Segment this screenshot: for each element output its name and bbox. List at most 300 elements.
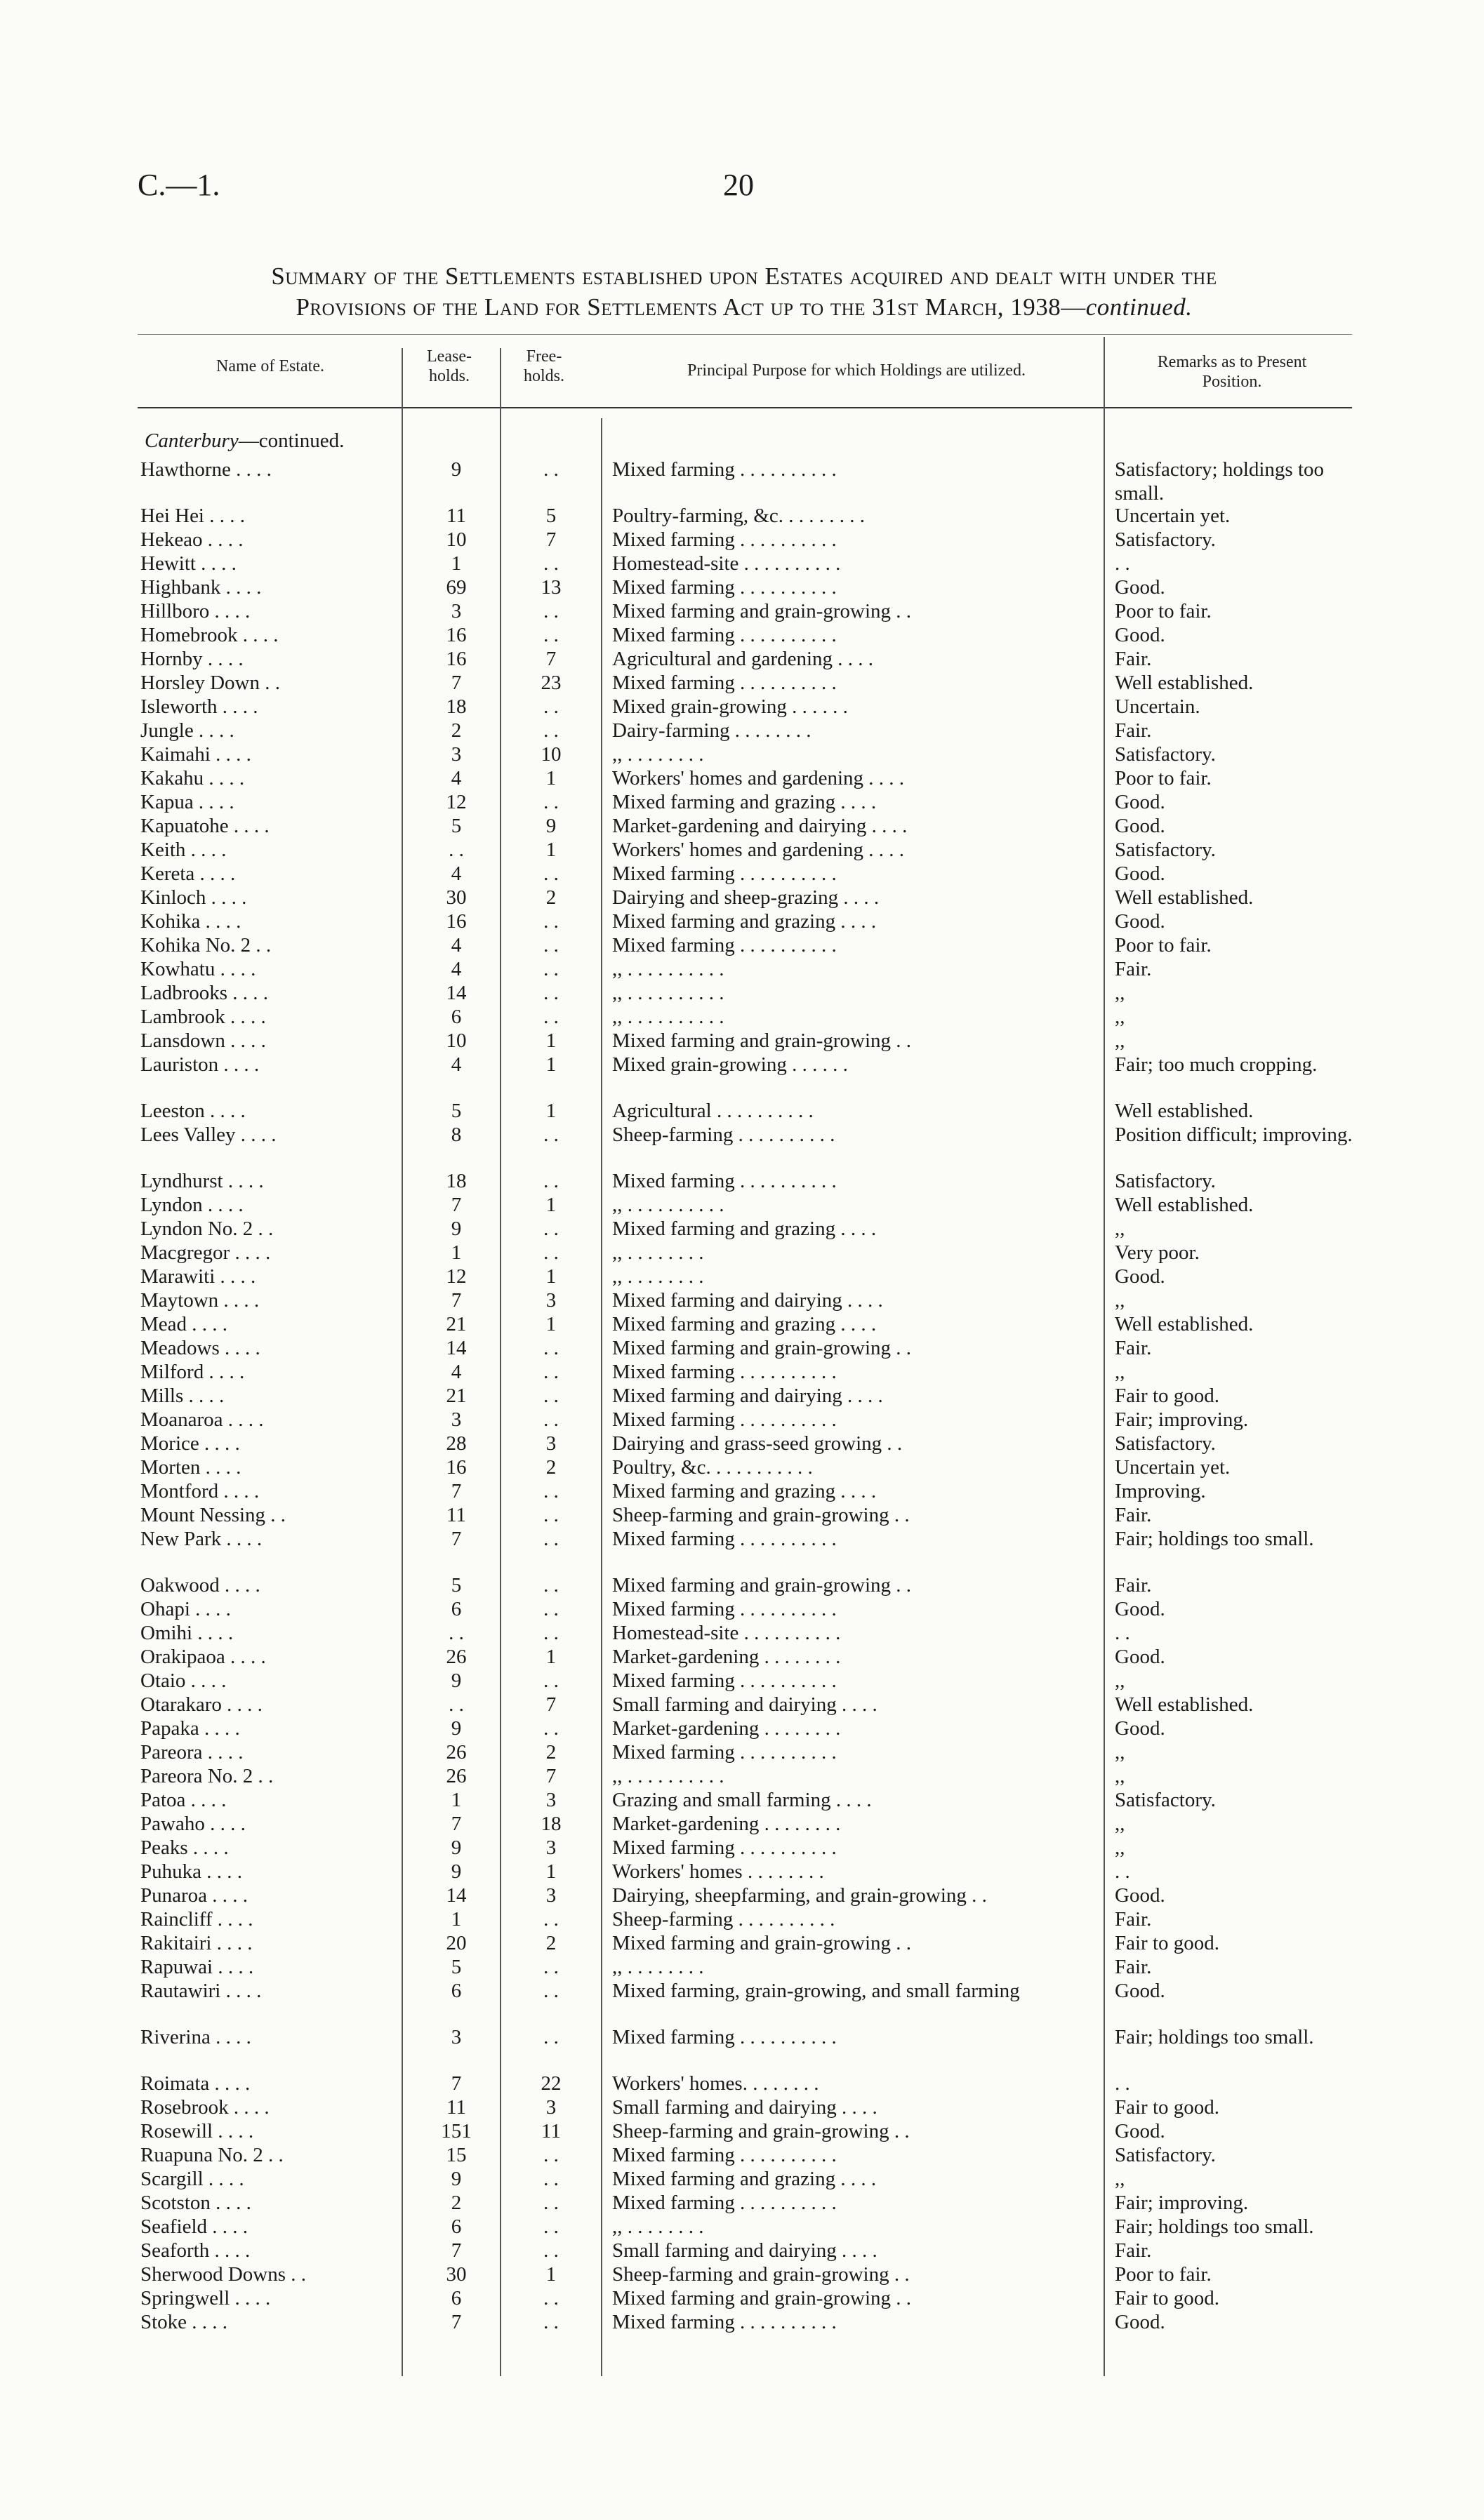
leaseholds-count: 7 <box>451 2239 462 2262</box>
leaseholds-count: 26 <box>446 1741 467 1764</box>
freeholds-count: . . <box>543 2215 559 2238</box>
estate-name: Kapua . . . . <box>140 791 234 813</box>
remarks: Fair. <box>1115 2239 1152 2262</box>
estate-name: Hornby . . . . <box>140 648 244 670</box>
freeholds-count: . . <box>543 2239 559 2262</box>
freeholds-count: 7 <box>545 1765 557 1787</box>
remarks: Good. <box>1115 791 1165 813</box>
principal-purpose: Small farming and dairying . . . . <box>612 1693 877 1716</box>
estate-name: Keith . . . . <box>140 839 227 861</box>
leaseholds-count: 7 <box>451 1813 462 1835</box>
freeholds-label-1: Free- <box>526 347 562 366</box>
table-row <box>0 1455 1484 1479</box>
estate-name: Rapuwai . . . . <box>140 1956 254 1978</box>
remarks: Satisfactory. <box>1115 743 1216 766</box>
principal-purpose: Mixed farming . . . . . . . . . . <box>612 2144 837 2166</box>
estate-name: Stoke . . . . <box>140 2311 228 2333</box>
table-row <box>0 1979 1484 2003</box>
freeholds-count: 18 <box>541 1813 562 1835</box>
leaseholds-count: 9 <box>451 2168 462 2190</box>
leaseholds-count: 14 <box>446 982 467 1004</box>
estate-name: Milford . . . . <box>140 1361 245 1383</box>
leaseholds-count: 7 <box>451 1194 462 1216</box>
leaseholds-count: 4 <box>451 1361 462 1383</box>
leaseholds-count: 7 <box>451 1289 462 1312</box>
table-row <box>0 599 1484 623</box>
table-row <box>0 2239 1484 2262</box>
estate-name: Punaroa . . . . <box>140 1884 249 1907</box>
table-row <box>0 1503 1484 1527</box>
estate-name: Scotston . . . . <box>140 2192 251 2214</box>
table-row <box>0 1432 1484 1455</box>
leaseholds-count: 8 <box>451 1124 462 1146</box>
estate-name: Kaimahi . . . . <box>140 743 251 766</box>
leaseholds-count: 6 <box>451 2215 462 2238</box>
principal-purpose: Mixed farming and grain-growing . . <box>612 1029 912 1052</box>
leaseholds-count: 4 <box>451 958 462 980</box>
remarks: Satisfactory. <box>1115 839 1216 861</box>
leaseholds-count: 6 <box>451 2287 462 2309</box>
estate-name: Lees Valley . . . . <box>140 1124 277 1146</box>
estate-name: Maytown . . . . <box>140 1289 260 1312</box>
leaseholds-count: . . <box>449 839 464 861</box>
table-row <box>0 1005 1484 1029</box>
table-row <box>0 1479 1484 1503</box>
freeholds-count: 3 <box>545 1789 557 1811</box>
freeholds-count: 10 <box>541 743 562 766</box>
estate-name: Mead . . . . <box>140 1313 228 1335</box>
estate-name: Hillboro . . . . <box>140 600 251 622</box>
freeholds-label-2: holds. <box>523 367 564 385</box>
remarks: Good. <box>1115 815 1165 837</box>
remarks: Fair. <box>1115 1574 1152 1596</box>
remarks: Poor to fair. <box>1115 767 1212 789</box>
table-row <box>0 1955 1484 1979</box>
remarks: Good. <box>1115 2120 1165 2142</box>
remarks: Satisfactory. <box>1115 528 1216 551</box>
freeholds-count: 7 <box>545 648 557 670</box>
principal-purpose: Mixed farming and grain-growing . . <box>612 2287 912 2309</box>
leaseholds-count: 1 <box>451 552 462 575</box>
table-row <box>0 1288 1484 1312</box>
principal-purpose: Market-gardening . . . . . . . . <box>612 1717 841 1740</box>
leaseholds-count: 11 <box>446 505 466 527</box>
estate-name: Horsley Down . . <box>140 672 280 694</box>
table-row <box>0 1336 1484 1360</box>
principal-purpose: Mixed farming . . . . . . . . . . <box>612 528 837 551</box>
estate-name: Hekeao . . . . <box>140 528 244 551</box>
principal-purpose: ,, . . . . . . . . <box>612 2215 704 2238</box>
freeholds-count: 2 <box>545 1932 557 1954</box>
remarks: Fair. <box>1115 719 1152 742</box>
remarks: ,, <box>1115 982 1125 1004</box>
leaseholds-count: 7 <box>451 2311 462 2333</box>
estate-name: Lauriston . . . . <box>140 1053 260 1076</box>
freeholds-count: . . <box>543 910 559 933</box>
leaseholds-count: 14 <box>446 1884 467 1907</box>
freeholds-count: 1 <box>545 1029 557 1052</box>
freeholds-count: . . <box>543 2168 559 2190</box>
table-row <box>0 1265 1484 1288</box>
freeholds-count: 2 <box>545 1741 557 1764</box>
estate-name: Omihi . . . . <box>140 1622 234 1644</box>
principal-purpose: Mixed farming . . . . . . . . . . <box>612 934 837 956</box>
estate-name: Ruapuna No. 2 . . <box>140 2144 284 2166</box>
principal-purpose: Sheep-farming and grain-growing . . <box>612 2120 910 2142</box>
remarks: Fair; improving. <box>1115 2192 1249 2214</box>
freeholds-count: . . <box>543 2287 559 2309</box>
estate-name: Kereta . . . . <box>140 862 236 885</box>
freeholds-count: 1 <box>545 1194 557 1216</box>
estate-name: Otarakaro . . . . <box>140 1693 263 1716</box>
leaseholds-count: 21 <box>446 1385 467 1407</box>
freeholds-count: . . <box>543 958 559 980</box>
leaseholds-count: 3 <box>451 2026 462 2048</box>
leaseholds-count: . . <box>449 1693 464 1716</box>
leaseholds-count: 4 <box>451 1053 462 1076</box>
remarks: Satisfactory. <box>1115 1170 1216 1192</box>
table-row <box>0 695 1484 719</box>
estate-name: Mount Nessing . . <box>140 1504 286 1526</box>
estate-name: Springwell . . . . <box>140 2287 271 2309</box>
principal-purpose: Mixed farming, grain-growing, and small farming <box>612 1980 1020 2002</box>
table-row <box>0 1764 1484 1788</box>
leaseholds-count: 26 <box>446 1646 467 1668</box>
table-row <box>0 1788 1484 1812</box>
freeholds-count: . . <box>543 2192 559 2214</box>
principal-purpose: Mixed farming . . . . . . . . . . <box>612 1408 837 1431</box>
table-row <box>0 909 1484 933</box>
leaseholds-count: 5 <box>451 815 462 837</box>
estate-name: Leeston . . . . <box>140 1100 246 1122</box>
table-row <box>0 1029 1484 1053</box>
estate-name: Scargill . . . . <box>140 2168 244 2190</box>
freeholds-count: . . <box>543 1361 559 1383</box>
table-row <box>0 1217 1484 1241</box>
table-row <box>0 1836 1484 1860</box>
remarks: Satisfactory. <box>1115 1789 1216 1811</box>
remarks: Fair; improving. <box>1115 1408 1249 1431</box>
freeholds-count: 1 <box>545 1313 557 1335</box>
freeholds-count: . . <box>543 934 559 956</box>
table-row <box>0 957 1484 981</box>
remarks: Good. <box>1115 2311 1165 2333</box>
estate-name: Hewitt . . . . <box>140 552 237 575</box>
remarks: ,, <box>1115 1836 1125 1859</box>
freeholds-count: 22 <box>541 2072 562 2095</box>
principal-purpose: Sheep-farming . . . . . . . . . . <box>612 1124 835 1146</box>
freeholds-count: . . <box>543 1528 559 1550</box>
leaseholds-count: 21 <box>446 1313 467 1335</box>
estate-name: Kowhatu . . . . <box>140 958 256 980</box>
remarks: Poor to fair. <box>1115 934 1212 956</box>
freeholds-count: 1 <box>545 1265 557 1288</box>
freeholds-count: 3 <box>545 1432 557 1455</box>
principal-purpose: Mixed farming . . . . . . . . . . <box>612 1170 837 1192</box>
remarks: Poor to fair. <box>1115 600 1212 622</box>
leaseholds-count: 4 <box>451 767 462 789</box>
remarks: . . <box>1115 2072 1130 2095</box>
freeholds-count: 23 <box>541 672 562 694</box>
remarks: Good. <box>1115 1598 1165 1620</box>
table-row <box>0 2286 1484 2310</box>
freeholds-count: . . <box>543 624 559 646</box>
principal-purpose: Dairying and sheep-grazing . . . . <box>612 886 880 909</box>
table-row <box>0 838 1484 862</box>
estate-name: Roimata . . . . <box>140 2072 251 2095</box>
table-row <box>0 1716 1484 1740</box>
freeholds-count: 1 <box>545 1860 557 1883</box>
estate-name: Meadows . . . . <box>140 1337 260 1359</box>
remarks: Well established. <box>1115 1693 1254 1716</box>
remarks: Fair. <box>1115 648 1152 670</box>
leaseholds-count: 20 <box>446 1932 467 1954</box>
remarks: Fair; too much cropping. <box>1115 1053 1318 1076</box>
freeholds-count: 1 <box>545 1053 557 1076</box>
leaseholds-count: 3 <box>451 1408 462 1431</box>
principal-purpose: Mixed farming and grazing . . . . <box>612 910 877 933</box>
principal-purpose: Agricultural and gardening . . . . <box>612 648 874 670</box>
table-row <box>0 790 1484 814</box>
leaseholds-count: 30 <box>446 886 467 909</box>
leaseholds-count: 5 <box>451 1574 462 1596</box>
estate-name: Rosebrook . . . . <box>140 2096 270 2119</box>
remarks: ,, <box>1115 1289 1125 1312</box>
principal-purpose: Mixed farming . . . . . . . . . . <box>612 862 837 885</box>
remarks: Fair. <box>1115 958 1152 980</box>
principal-purpose: Mixed grain-growing . . . . . . <box>612 1053 848 1076</box>
table-row <box>0 528 1484 552</box>
table-row <box>0 1408 1484 1432</box>
leaseholds-count: 5 <box>451 1956 462 1978</box>
remarks: Very poor. <box>1115 1241 1200 1264</box>
principal-purpose: Workers' homes . . . . . . . . <box>612 1860 824 1883</box>
table-row <box>0 575 1484 599</box>
remarks: Well established. <box>1115 1313 1254 1335</box>
table-row <box>0 1669 1484 1693</box>
principal-purpose: Homestead-site . . . . . . . . . . <box>612 1622 841 1644</box>
principal-purpose: Mixed farming and grazing . . . . <box>612 791 877 813</box>
leaseholds-count: 12 <box>446 791 467 813</box>
table-row <box>0 1860 1484 1884</box>
remarks: Uncertain yet. <box>1115 1456 1231 1479</box>
principal-purpose: ,, . . . . . . . . . . <box>612 1765 724 1787</box>
freeholds-count: . . <box>543 1124 559 1146</box>
principal-purpose: ,, . . . . . . . . <box>612 1241 704 1264</box>
table-row <box>0 886 1484 909</box>
principal-purpose: Mixed grain-growing . . . . . . <box>612 695 848 718</box>
principal-purpose: ,, . . . . . . . . <box>612 1956 704 1978</box>
principal-purpose: Mixed farming and grain-growing . . <box>612 1932 912 1954</box>
leaseholds-count: 1 <box>451 1241 462 1264</box>
leaseholds-count: 30 <box>446 2263 467 2286</box>
estate-name: Morice . . . . <box>140 1432 240 1455</box>
principal-purpose: Mixed farming and grazing . . . . <box>612 1313 877 1335</box>
remarks: Satisfactory. <box>1115 2144 1216 2166</box>
principal-purpose: Mixed farming . . . . . . . . . . <box>612 1741 837 1764</box>
table-row <box>0 2167 1484 2191</box>
estate-name: Macgregor . . . . <box>140 1241 271 1264</box>
page-number: 20 <box>723 168 754 202</box>
principal-purpose: ,, . . . . . . . . . . <box>612 958 724 980</box>
table-row <box>0 719 1484 742</box>
principal-purpose: Mixed farming and dairying . . . . <box>612 1289 883 1312</box>
freeholds-count: . . <box>543 1006 559 1028</box>
freeholds-count: 1 <box>545 1646 557 1668</box>
estate-name: Otaio . . . . <box>140 1669 227 1692</box>
table-row <box>0 504 1484 528</box>
estate-name: Kohika . . . . <box>140 910 241 933</box>
remarks: Fair to good. <box>1115 2096 1220 2119</box>
remarks: . . <box>1115 1860 1130 1883</box>
leaseholds-count: 16 <box>446 624 467 646</box>
freeholds-count: 9 <box>545 815 557 837</box>
principal-purpose: Mixed farming . . . . . . . . . . <box>612 576 837 599</box>
freeholds-count: . . <box>543 982 559 1004</box>
leaseholds-count: 12 <box>446 1265 467 1288</box>
freeholds-count: . . <box>543 600 559 622</box>
principal-purpose: Mixed farming and grazing . . . . <box>612 1480 877 1502</box>
leaseholds-count: 16 <box>446 648 467 670</box>
remarks: ,, <box>1115 1029 1125 1052</box>
estate-name: Papaka . . . . <box>140 1717 240 1740</box>
freeholds-count: 11 <box>541 2120 561 2142</box>
table-row <box>0 981 1484 1005</box>
remarks: Satisfactory; holdings too small. <box>1115 458 1325 505</box>
remarks: ,, <box>1115 1765 1125 1787</box>
principal-purpose: ,, . . . . . . . . . . <box>612 982 724 1004</box>
remarks: Good. <box>1115 1717 1165 1740</box>
principal-purpose: Homestead-site . . . . . . . . . . <box>612 552 841 575</box>
table-row <box>0 2119 1484 2143</box>
title-continued: continued. <box>1085 293 1193 321</box>
principal-purpose: Dairying, sheepfarming, and grain-growing . . <box>612 1884 987 1907</box>
table-row <box>0 1193 1484 1217</box>
remarks: Well established. <box>1115 1194 1254 1216</box>
principal-purpose: Sheep-farming and grain-growing . . <box>612 1504 910 1526</box>
estate-name: Sherwood Downs . . <box>140 2263 307 2286</box>
principal-purpose: ,, . . . . . . . . . . <box>612 1194 724 1216</box>
freeholds-count: . . <box>543 1385 559 1407</box>
leaseholds-count: 3 <box>451 743 462 766</box>
table-row <box>0 1573 1484 1597</box>
freeholds-count: . . <box>543 1337 559 1359</box>
freeholds-count: 1 <box>545 767 557 789</box>
leaseholds-count: 7 <box>451 1528 462 1550</box>
column-header-purpose: Principal Purpose for which Holdings are utilized. <box>687 361 1026 380</box>
estate-name: Seafield . . . . <box>140 2215 249 2238</box>
leaseholds-count: 69 <box>446 576 467 599</box>
remarks: ,, <box>1115 1361 1125 1383</box>
estate-name: Lyndon No. 2 . . <box>140 1218 274 1240</box>
table-row <box>0 2191 1484 2215</box>
table-row <box>0 1812 1484 1836</box>
freeholds-count: . . <box>543 2144 559 2166</box>
table-row <box>0 1693 1484 1716</box>
freeholds-count: 13 <box>541 576 562 599</box>
freeholds-count: . . <box>543 1908 559 1931</box>
estate-name: Kinloch . . . . <box>140 886 247 909</box>
freeholds-count: 2 <box>545 1456 557 1479</box>
table-row <box>0 1360 1484 1384</box>
freeholds-count: . . <box>543 695 559 718</box>
table-row <box>0 2025 1484 2049</box>
column-header-name: Name of Estate. <box>216 357 324 375</box>
leaseholds-count: 9 <box>451 1836 462 1859</box>
leaseholds-count: 4 <box>451 934 462 956</box>
remarks: ,, <box>1115 1669 1125 1692</box>
leaseholds-count: 9 <box>451 1218 462 1240</box>
estate-name: Rosewill . . . . <box>140 2120 254 2142</box>
leaseholds-count: 9 <box>451 1669 462 1692</box>
principal-purpose: Mixed farming . . . . . . . . . . <box>612 2026 837 2048</box>
principal-purpose: Mixed farming and grazing . . . . <box>612 1218 877 1240</box>
estate-name: New Park . . . . <box>140 1528 263 1550</box>
estate-name: Seaforth . . . . <box>140 2239 251 2262</box>
table-row <box>0 1241 1484 1265</box>
freeholds-count: . . <box>543 1241 559 1264</box>
leaseholds-count: 5 <box>451 1100 462 1122</box>
remarks: Fair to good. <box>1115 2287 1220 2309</box>
leaseholds-count: 18 <box>446 695 467 718</box>
principal-purpose: ,, . . . . . . . . . . <box>612 1006 724 1028</box>
table-row <box>0 1621 1484 1645</box>
leaseholds-count: 10 <box>446 528 467 551</box>
table-row <box>0 552 1484 575</box>
leaseholds-count: 11 <box>446 1504 466 1526</box>
freeholds-count: 1 <box>545 2263 557 2286</box>
table-row <box>0 458 1484 505</box>
freeholds-count: 7 <box>545 528 557 551</box>
freeholds-count: 5 <box>545 505 557 527</box>
table-row <box>0 1053 1484 1076</box>
leaseholds-count: 151 <box>441 2120 472 2142</box>
freeholds-count: . . <box>543 1480 559 1502</box>
estate-name: Isleworth . . . . <box>140 695 258 718</box>
leaseholds-count: 10 <box>446 1029 467 1052</box>
estate-name: Peaks . . . . <box>140 1836 229 1859</box>
principal-purpose: Mixed farming . . . . . . . . . . <box>612 672 837 694</box>
leaseholds-count: 6 <box>451 1006 462 1028</box>
estate-name: Rakitairi . . . . <box>140 1932 253 1954</box>
page-identifier: C.—1. <box>138 168 220 202</box>
freeholds-count: 7 <box>545 1693 557 1716</box>
table-row <box>0 2310 1484 2334</box>
principal-purpose: Mixed farming . . . . . . . . . . <box>612 2192 837 2214</box>
leaseholds-count: 4 <box>451 862 462 885</box>
remarks: ,, <box>1115 1741 1125 1764</box>
principal-purpose: Small farming and dairying . . . . <box>612 2096 877 2119</box>
principal-purpose: Grazing and small farming . . . . <box>612 1789 872 1811</box>
estate-name: Moanaroa . . . . <box>140 1408 264 1431</box>
freeholds-count: . . <box>543 1717 559 1740</box>
estate-name: Pareora . . . . <box>140 1741 244 1764</box>
remarks: . . <box>1115 1622 1130 1644</box>
freeholds-count: . . <box>543 1598 559 1620</box>
principal-purpose: Dairy-farming . . . . . . . . <box>612 719 811 742</box>
estate-name: Hawthorne . . . . <box>140 458 272 481</box>
remarks: ,, <box>1115 1813 1125 1835</box>
remarks: Satisfactory. <box>1115 1432 1216 1455</box>
leaseholds-count: 16 <box>446 910 467 933</box>
estate-name: Kapuatohe . . . . <box>140 815 270 837</box>
leaseholds-count: 7 <box>451 2072 462 2095</box>
leaseholds-label-1: Lease- <box>427 347 472 366</box>
table-row <box>0 1099 1484 1123</box>
leaseholds-count: 28 <box>446 1432 467 1455</box>
remarks: Good. <box>1115 1646 1165 1668</box>
remarks: . . <box>1115 552 1130 575</box>
